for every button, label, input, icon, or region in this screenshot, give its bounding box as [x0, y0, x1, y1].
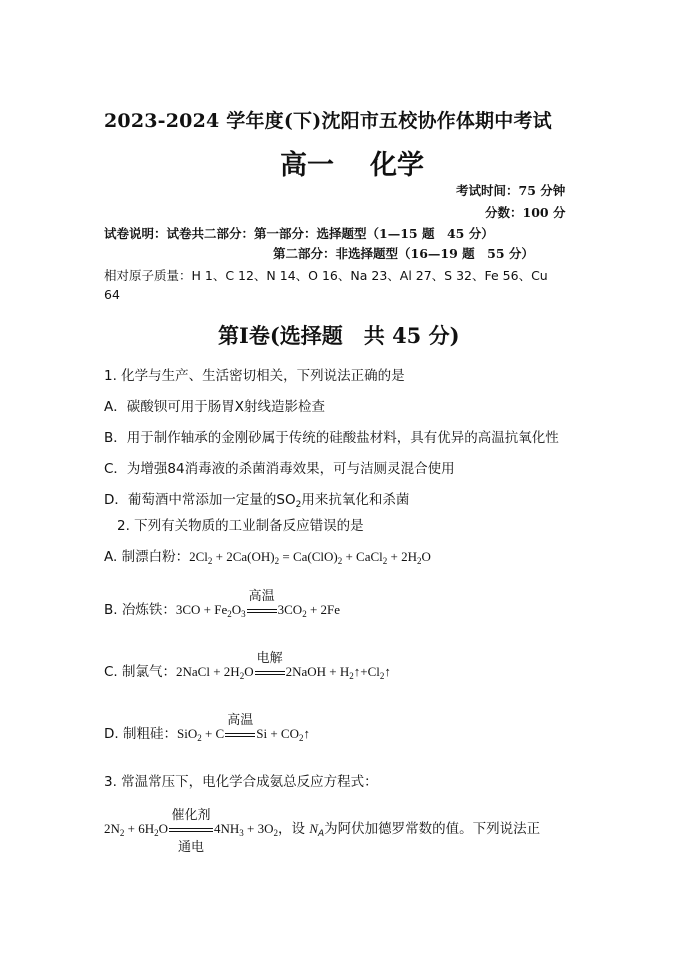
q2-option-a: A. 制漂白粉：$2Cl_2 + 2Ca(OH)_2 = Ca(ClO)_2$ + CaCl$_2$ + $2H_2O$ — [104, 549, 431, 566]
q1-option-c: C．为增强84消毒液的杀菌消毒效果，可与洁厕灵混合使用 — [104, 461, 455, 477]
exam-title: 2023-2024 学年度(下)沈阳市五校协作体期中考试 — [104, 110, 552, 132]
q1-option-d: D．葡萄酒中常添加一定量的$SO_2$用来抗氧化和杀菌 — [104, 492, 410, 510]
grade-label: 高一 — [280, 150, 334, 181]
exam-description-1: 试卷说明：试卷共二部分：第一部分：选择题型（1—15 题 45 分） — [104, 226, 494, 241]
q1-stem: 1. 化学与生产、生活密切相关，下列说法正确的是 — [104, 368, 405, 384]
subject-label: 化学 — [370, 150, 424, 181]
q2-c-equation: 2NaCl + $2H_2O$ 电解 2NaOH + $H_2↑+Cl_2↑$ — [176, 651, 391, 681]
q2-b-equation: $3CO + Fe_2O_3$ 高温 $3CO_2 + 2Fe$ — [175, 589, 341, 619]
atomic-mass-line-1: 相对原子质量：H 1、C 12、N 14、O 16、Na 23、Al 27、S 32、Fe 56、Cu — [104, 268, 548, 283]
exam-time: 考试时间：75 分钟 — [456, 183, 566, 198]
q2-d-equation: SiO$_2$ + C 高温 $Si + CO_2↑$ — [176, 713, 310, 743]
q3-stem: 3. 常温常压下，电化学合成氨总反应方程式： — [104, 774, 378, 790]
q2-stem: 2. 下列有关物质的工业制备反应错误的是 — [117, 518, 364, 534]
exam-score: 分数：100 分 — [485, 205, 566, 220]
q2-option-d: D. 制粗硅：SiO$_2$ + C 高温 $Si + CO_2↑$ — [104, 713, 310, 743]
q2-option-c: C. 制氯气：2NaCl + $2H_2O$ 电解 2NaOH + $H_2↑+Cl_2↑$ — [104, 651, 391, 681]
q3-equation-line: $2N_2 + 6H_2O$ 催化剂 通电 $4NH_3 + 3O_2$，设 $N_A$为阿伏加德罗常数的值。下列说法正 — [104, 808, 541, 855]
q1-option-b: B．用于制作轴承的金刚砂属于传统的硅酸盐材料，具有优异的高温抗氧化性 — [104, 430, 559, 446]
exam-description-2: 第二部分：非选择题型（16—19 题 55 分） — [273, 246, 534, 261]
section-title: 第Ⅰ卷(选择题 共 45 分) — [218, 323, 460, 348]
q1-option-a: A．碳酸钡可用于肠胃X射线造影检查 — [104, 399, 325, 415]
atomic-mass-line-2: 64 — [104, 287, 120, 302]
subject-heading — [280, 143, 424, 182]
q3-equation: $2N_2 + 6H_2O$ 催化剂 通电 $4NH_3 + 3O_2$ — [104, 808, 279, 855]
q2-option-b: B. 冶炼铁：$3CO + Fe_2O_3$ 高温 $3CO_2 + 2Fe$ — [104, 589, 341, 619]
q2-a-equation: $2Cl_2 + 2Ca(OH)_2 = Ca(ClO)_2$ + CaCl$_2$ + $2H_2O$ — [189, 549, 431, 566]
